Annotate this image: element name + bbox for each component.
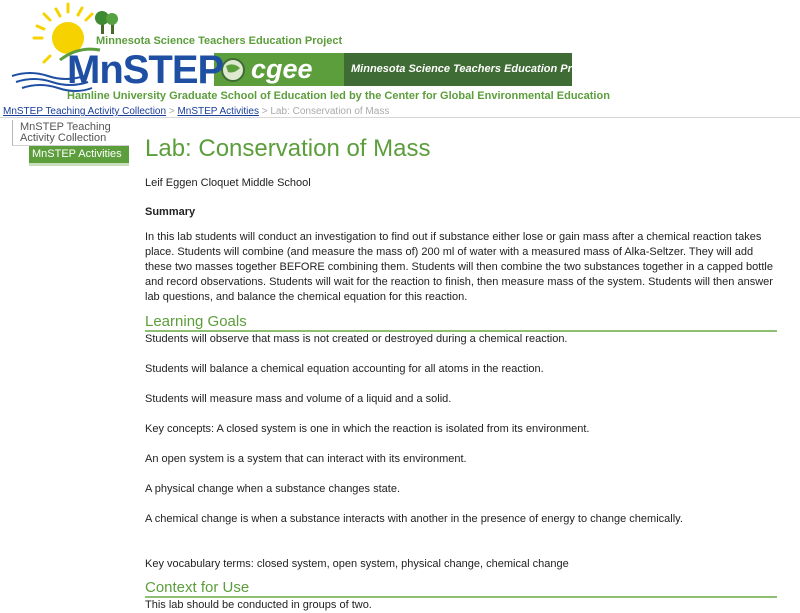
- goal-item: Students will measure mass and volume of a liquid and a solid.: [145, 393, 452, 405]
- breadcrumb-current: Lab: Conservation of Mass: [270, 106, 390, 117]
- sidebar-item-activities[interactable]: MnSTEP Activities: [29, 146, 129, 166]
- sidebar-item-collection[interactable]: MnSTEP Teaching Activity Collection: [12, 120, 129, 146]
- partner-project-line: Minnesota Science Teachers Education Project: [351, 63, 598, 75]
- page-title: Lab: Conservation of Mass: [145, 135, 431, 162]
- sidebar-nav: [12, 120, 129, 166]
- goal-item: Key concepts: A closed system is one in which the reaction is isolated from its environment.: [145, 423, 590, 435]
- breadcrumb-separator: >: [261, 106, 268, 117]
- partner-line: led by the Center for Global Environmental Education: [330, 90, 610, 102]
- main-content: [145, 120, 777, 613]
- mnstep-logo: MnSTEP: [67, 48, 224, 92]
- site-banner: [0, 0, 800, 106]
- cgee-logo: cgee: [251, 54, 313, 84]
- header-divider: [0, 117, 800, 118]
- banner-project-line: Minnesota Science Teachers Education Project: [96, 35, 343, 47]
- breadcrumb-separator: >: [168, 106, 175, 117]
- summary-text: In this lab students will conduct an investigation to find out if substance either lose or gain mass after a chemical reaction takes place. Students will combine (and measure the mass of) 200 ml of water with a measured mass of Alka-Seltzer. They will add these two masses together BEFORE combining them. Students will then combine the two substances together in a capped bottle and record observations. Students will wait for the reaction to finish, then measure mass of the system. Students will then answer lab questions, and balance the chemical equation for this reaction.: [145, 231, 773, 303]
- trees-icon: [95, 11, 118, 34]
- goal-item: A physical change when a substance changes state.: [145, 483, 401, 495]
- learning-goals-heading: Learning Goals: [145, 314, 777, 332]
- goal-item: Students will observe that mass is not created or destroyed during a chemical reaction.: [145, 333, 568, 345]
- goal-item: A chemical change is when a substance interacts with another in the presence of energy to change chemically.: [145, 513, 683, 525]
- goal-item: Key vocabulary terms: closed system, open system, physical change, chemical change: [145, 558, 569, 570]
- banner-school-line: Hamline University Graduate School of Education: [67, 90, 327, 102]
- breadcrumb: [3, 106, 389, 117]
- breadcrumb-link-activities[interactable]: MnSTEP Activities: [177, 106, 259, 117]
- context-text: This lab should be conducted in groups of two.: [145, 599, 372, 611]
- globe-icon: [222, 59, 244, 81]
- author-line: Leif Eggen Cloquet Middle School: [145, 177, 311, 189]
- goal-item: An open system is a system that can interact with its environment.: [145, 453, 467, 465]
- breadcrumb-link-collection[interactable]: MnSTEP Teaching Activity Collection: [3, 106, 167, 117]
- summary-heading: Summary: [145, 206, 196, 218]
- context-heading: Context for Use: [145, 580, 777, 598]
- goal-item: Students will balance a chemical equation accounting for all atoms in the reaction.: [145, 363, 544, 375]
